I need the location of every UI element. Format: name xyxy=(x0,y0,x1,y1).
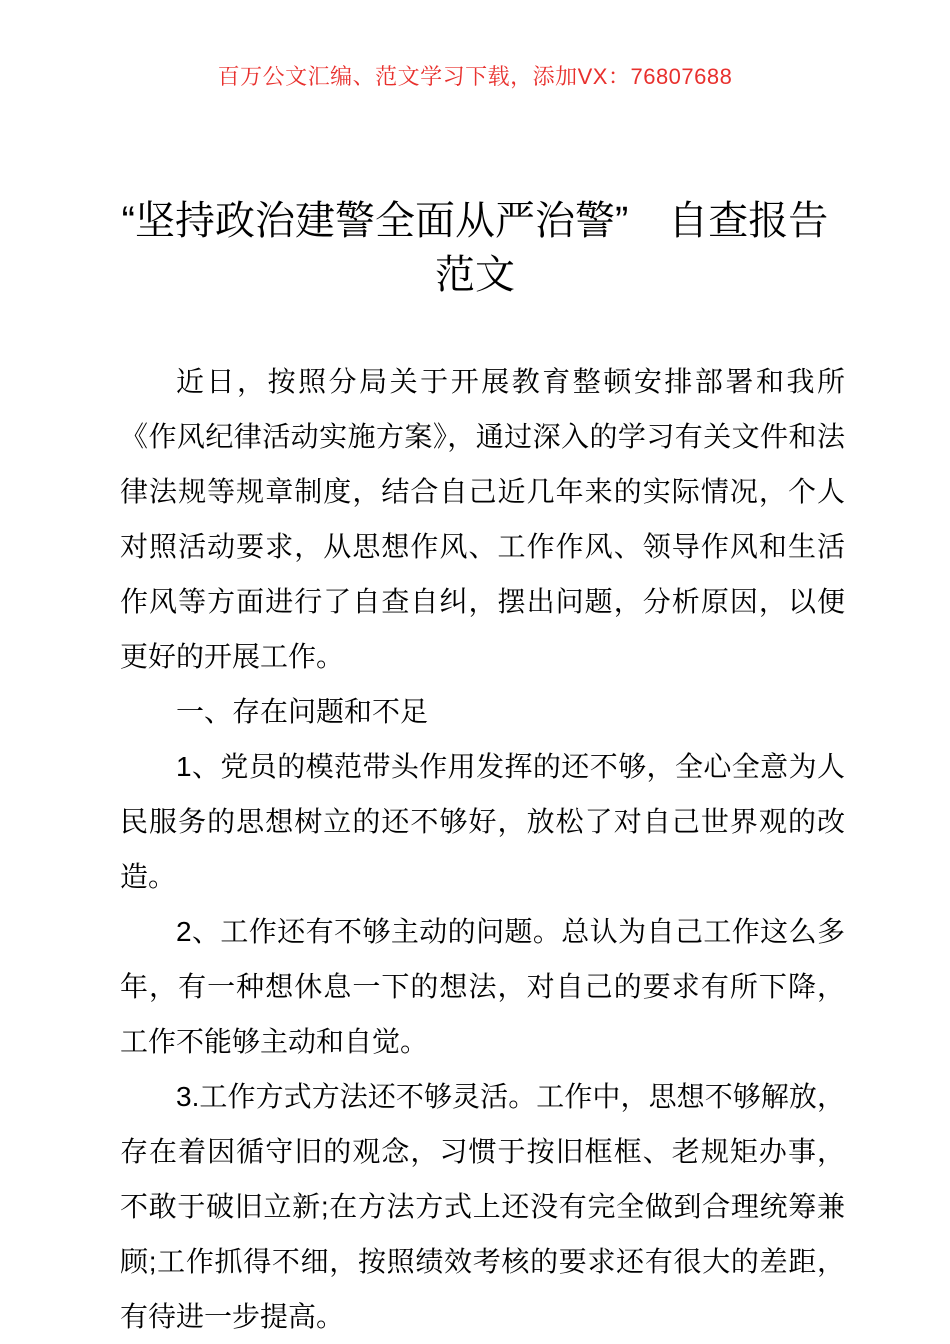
section-heading-problems: 一、存在问题和不足 xyxy=(176,696,429,727)
document-title: “坚持政治建警全面从严治警” 自查报告范文 xyxy=(121,199,829,297)
paragraph-intro: 近日，按照分局关于开展教育整顿安排部署和我所《作风纪律活动实施方案》，通过深入的学习有关文件和法律法规等规章制度，结合自己近几年来的实际情况，个人对照活动要求，从思想作风、工作作风、领导作风和生活作风等方面进行了自查自纠，摆出问题，分析原因，以便更好的开展工作。 xyxy=(120,366,845,672)
document-body xyxy=(120,354,845,1344)
paragraph-item-2: 2、工作还有不够主动的问题。总认为自己工作这么多年，有一种想休息一下的想法，对自己的要求有所下降，工作不能够主动和自觉。 xyxy=(120,916,845,1057)
promo-notice-banner: 百万公文汇编、范文学习下载，添加VX：76807688 xyxy=(217,64,733,89)
paragraph-item-3: 3.工作方式方法还不够灵活。工作中，思想不够解放，存在着因循守旧的观念，习惯于按旧框框、老规矩办事，不敢于破旧立新;在方法方式上还没有完全做到合理统筹兼顾;工作抓得不细，按照绩效考核的要求还有很大的差距，有待进一步提高。 xyxy=(120,1081,845,1332)
paragraph-item-1: 1、党员的模范带头作用发挥的还不够，全心全意为人民服务的思想树立的还不够好，放松了对自己世界观的改造。 xyxy=(120,751,845,892)
